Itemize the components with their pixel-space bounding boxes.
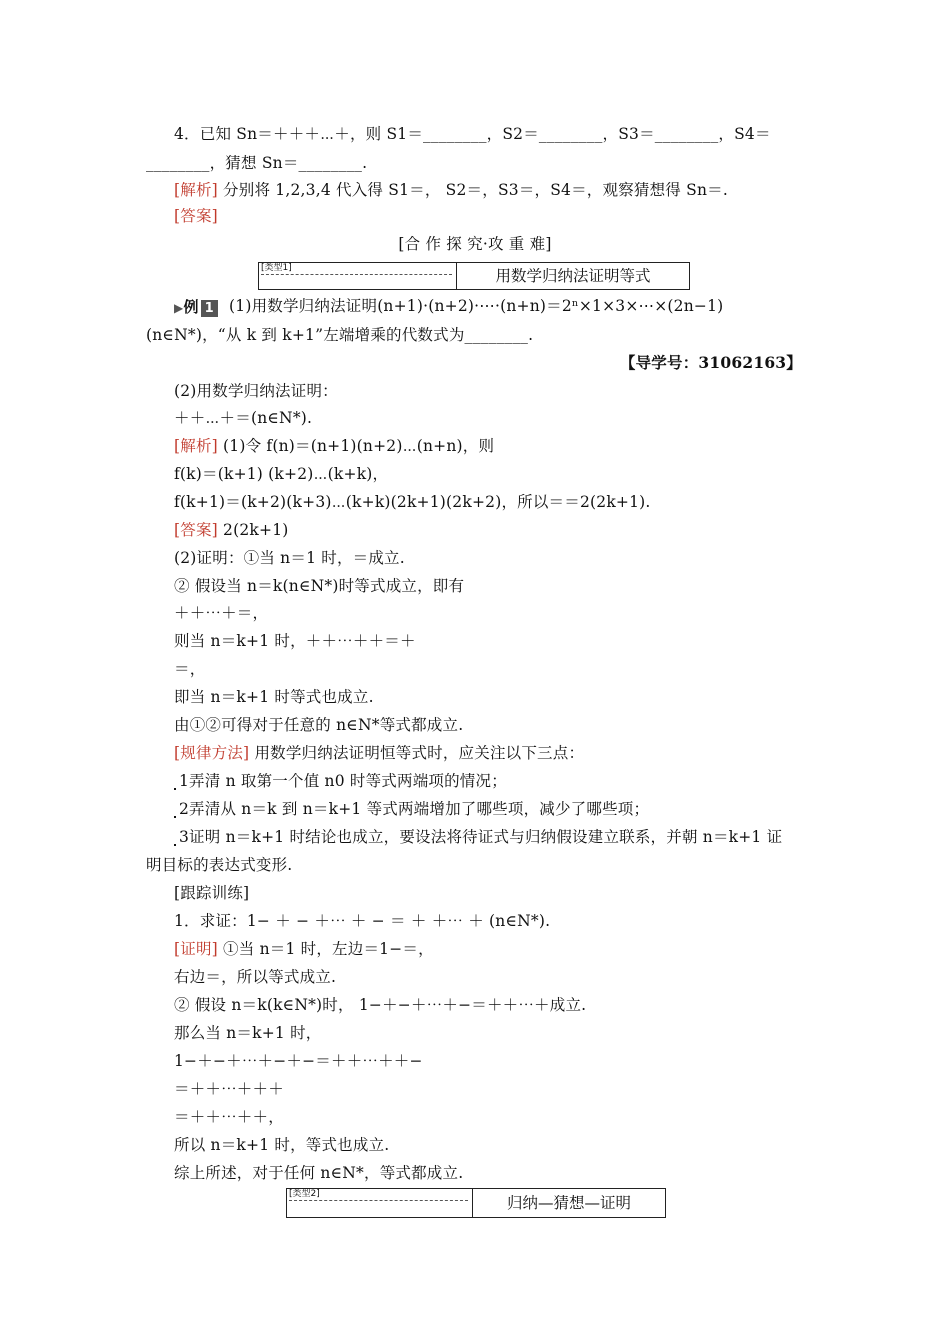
example-number: 1 [201, 300, 218, 317]
proof-b-line-4: 那么当 n＝k+1 时， [174, 1024, 322, 1042]
answer-tag: [答案] [174, 521, 218, 539]
guide-number: 【导学号：31062163】 [619, 353, 802, 372]
proof-b-line-2: 右边＝，所以等式成立. [174, 968, 337, 986]
proof-line-1: (2)证明：①当 n＝1 时，＝成立. [174, 549, 405, 567]
type-2-label-cell [287, 1189, 473, 1217]
method-point-2: 2弄清从 n＝k 到 n＝k+1 等式两端增加了哪些项，减少了哪些项； [174, 799, 649, 819]
analysis-tag: [解析] [174, 437, 218, 455]
proof-tag: [证明] [174, 940, 218, 958]
example-label: 例 [183, 297, 199, 316]
answer-value: 2(2k+1) [223, 521, 289, 539]
type-2-box [286, 1188, 666, 1218]
analysis-text: 分别将 1,2,3,4 代入得 S1＝， S2＝，S3＝，S4＝，观察猜想得 Sn＝. [223, 181, 728, 199]
exercise-1: 1．求证：1− ＋ − ＋⋯ ＋ − ＝ ＋ ＋⋯ ＋ (n∈N*). [174, 912, 551, 930]
tracking-heading: [跟踪训练] [174, 884, 250, 902]
answer-tag: [答案] [174, 207, 218, 225]
answer-line [174, 520, 289, 540]
proof-line-6: 即当 n＝k+1 时等式也成立. [174, 688, 374, 706]
method-point-1: 1弄清 n 取第一个值 n0 时等式两端项的情况； [174, 771, 507, 791]
solution-line-2: f(k)＝(k+1) (k+2)⋯(k+k)， [174, 465, 389, 483]
proof-line-4: 则当 n＝k+1 时，＋＋⋯＋＋＝＋ [174, 632, 416, 650]
example-1-text: (1)用数学归纳法证明(n+1)·(n+2)·⋯·(n+n)＝2ⁿ×1×3×⋯×(2n−1) [229, 297, 724, 315]
method-point-3: 3证明 n＝k+1 时结论也成立，要设法将待证式与归纳假设建立联系，并朝 n＝k+1 证 [174, 827, 782, 847]
analysis-tag: [解析] [174, 181, 218, 199]
example-1-line-1 [174, 296, 723, 318]
type-2-title: 归纳—猜想—证明 [506, 1194, 631, 1212]
method-tag: [规律方法] [174, 744, 250, 762]
proof-b-line-7: ＝＋＋⋯＋＋， [174, 1108, 284, 1126]
method-line [174, 743, 584, 763]
divider [289, 1200, 468, 1201]
proof-b-text: ①当 n＝1 时，左边＝1−＝， [223, 940, 434, 958]
type-1-title: 用数学归纳法证明等式 [495, 267, 651, 285]
solution-text: (1)令 f(n)＝(n+1)(n+2)⋯(n+n)，则 [223, 437, 495, 455]
proof-b-line-8: 所以 n＝k+1 时，等式也成立. [174, 1136, 390, 1154]
proof-b-line-5: 1−＋−＋⋯＋−＋−＝＋＋⋯＋＋− [174, 1052, 423, 1070]
proof-b-line-3: ② 假设 n＝k(k∈N*)时， 1−＋−＋⋯＋−＝＋＋⋯＋成立. [174, 996, 587, 1014]
proof-b-line-6: ＝＋＋⋯＋＋＋ [174, 1080, 284, 1098]
proof-line-2: ② 假设当 n＝k(n∈N*)时等式成立，即有 [174, 577, 465, 595]
divider [261, 274, 452, 275]
method-point-3-cont: 明目标的表达式变形. [146, 856, 293, 874]
example-badge [174, 297, 218, 318]
type-2-label: [类型2] [289, 1189, 320, 1199]
proof-line-3: ＋＋⋯＋＝， [174, 604, 269, 622]
proof-line-7: 由①②可得对于任意的 n∈N*等式都成立. [174, 716, 464, 734]
type-1-label-cell [259, 263, 457, 289]
section-heading: [合 作 探 究·攻 重 难] [398, 235, 552, 253]
problem-4-line-1: 4．已知 Sn＝＋＋＋⋯＋，则 S1＝________，S2＝________，S3＝________，S4＝ [174, 125, 771, 143]
triangle-icon: ▶ [174, 300, 184, 315]
proof-b-line-9: 综上所述，对于任何 n∈N*，等式都成立. [174, 1164, 464, 1182]
type-1-label: [类型1] [261, 263, 292, 273]
solution-line-3: f(k+1)＝(k+2)(k+3)⋯(k+k)(2k+1)(2k+2)，所以＝＝2(2k+1). [174, 493, 651, 511]
proof-b-line-1 [174, 939, 434, 959]
example-1-line-2: (n∈N*)，“从 k 到 k+1”左端增乘的代数式为________. [146, 326, 534, 344]
example-1-part-2: (2)用数学归纳法证明： [174, 382, 338, 400]
method-text: 用数学归纳法证明恒等式时，应关注以下三点： [254, 744, 585, 762]
problem-4-line-2: ________，猜想 Sn＝________. [146, 154, 368, 172]
problem-4-analysis [174, 180, 728, 200]
example-1-formula: ＋＋⋯＋＝(n∈N*). [174, 409, 313, 427]
proof-line-5: ＝， [174, 660, 206, 678]
solution-line-1 [174, 436, 494, 456]
type-1-box [258, 262, 690, 290]
